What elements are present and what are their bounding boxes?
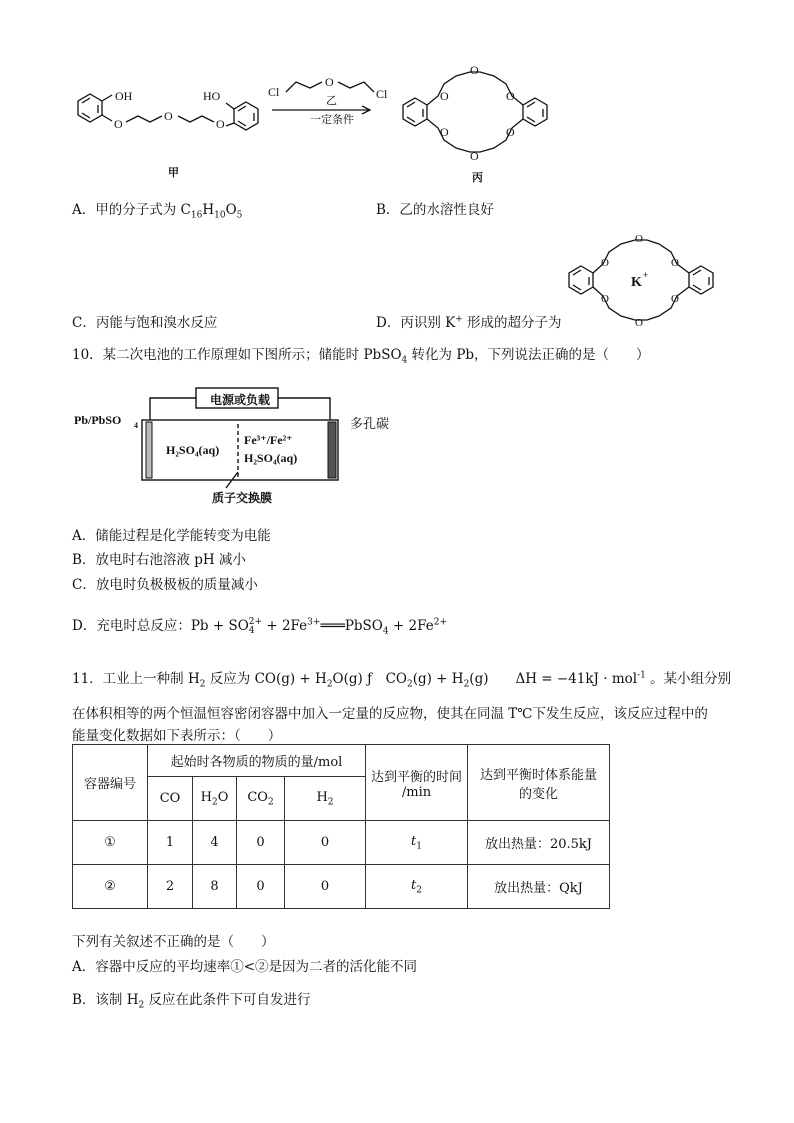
- q9-option-a: A．甲的分子式为 $C_{16}H_{10}O_5$: [72, 202, 243, 221]
- reagent-cl-right: Cl: [376, 87, 388, 101]
- q10-option-a: A．储能过程是化学能转变为电能: [72, 528, 271, 544]
- header-time: 达到平衡的时间 /min: [366, 745, 468, 821]
- ho-label: HO: [203, 89, 221, 103]
- battery-diagram: [72, 380, 412, 510]
- q10-option-c: C．放电时负极极板的质量减小: [72, 577, 258, 593]
- energy-data-table: [72, 744, 610, 909]
- q11-question: 下列有关叙述不正确的是（ ）: [72, 934, 275, 950]
- svg-text:O: O: [114, 117, 123, 131]
- svg-text:+: +: [643, 270, 649, 280]
- table-row: ② 2 8 0 0 $t_2$ 放出热量：QkJ: [73, 865, 610, 909]
- membrane-label: 质子交换膜: [212, 491, 273, 505]
- k-crown-complex: [555, 228, 725, 328]
- svg-text:O: O: [671, 293, 679, 305]
- reagent-cl-left: Cl: [268, 85, 280, 99]
- reaction-condition: 一定条件: [310, 114, 354, 126]
- table-row: ① 1 4 0 0 $t_1$ 放出热量：20.5kJ: [73, 821, 610, 865]
- col-h2o: $H_2O$: [193, 777, 237, 821]
- col-co2: $CO_2$: [237, 777, 285, 821]
- svg-text:4: 4: [134, 421, 138, 430]
- right-electrode: [328, 422, 336, 478]
- svg-text:O: O: [506, 89, 515, 103]
- q9-option-b: B．乙的水溶性良好: [376, 202, 494, 218]
- svg-text:O: O: [325, 75, 334, 89]
- svg-text:O: O: [635, 233, 643, 245]
- label-jia: 甲: [168, 167, 179, 179]
- svg-text:O: O: [506, 125, 515, 139]
- q11-stem-line1: 11．工业上一种制 $H_2$ 反应为 $CO(g) + H_2O(g)$ ƒ $CO_2(g) + H_2(g)$ ΔH = −41kJ · mol$^{-1}$ 。某小组分别: [72, 670, 732, 690]
- svg-text:O: O: [216, 117, 225, 131]
- svg-text:O: O: [601, 293, 609, 305]
- svg-text:O: O: [470, 149, 479, 163]
- right-solution-acid: H₂SO₄(aq): [244, 451, 298, 465]
- svg-text:O: O: [601, 257, 609, 269]
- header-start-amount: 起始时各物质的物质的量/mol: [148, 745, 366, 777]
- svg-text:O: O: [635, 317, 643, 328]
- svg-text:O: O: [671, 257, 679, 269]
- oh-label: OH: [115, 89, 133, 103]
- reaction-scheme: [60, 48, 740, 188]
- svg-text:O: O: [164, 109, 173, 123]
- q9-option-d: D．丙识别 K+ 形成的超分子为: [376, 314, 562, 331]
- q11-stem-line2: 在体积相等的两个恒温恒容密闭容器中加入一定量的反应物，使其在同温 T℃下发生反应，该反应过程中的: [72, 706, 708, 722]
- left-electrode: [146, 422, 152, 478]
- svg-text:O: O: [440, 125, 449, 139]
- reagent-name: 乙: [326, 95, 337, 107]
- left-electrode-label: Pb/PbSO: [74, 413, 122, 427]
- power-load-label: 电源或负载: [210, 393, 271, 407]
- q10-option-d: D．充电时总反应：Pb + SO2+ $4 + 2Fe^{3+}═══PbSO_4 + 2Fe^{2+}$: [72, 617, 447, 637]
- q10-stem: 10．某二次电池的工作原理如下图所示；储能时 PbSO$_4$ 转化为 Pb，下列说法正确的是（ ）: [72, 347, 650, 366]
- right-electrode-label: 多孔碳: [350, 416, 390, 431]
- header-container: 容器编号: [73, 745, 148, 821]
- svg-text:O: O: [470, 63, 479, 77]
- k-ion-label: K: [631, 275, 642, 290]
- header-energy: 达到平衡时体系能量 的变化: [468, 745, 610, 821]
- svg-text:O: O: [440, 89, 449, 103]
- right-solution-ions: Fe³⁺/Fe²⁺: [244, 433, 293, 447]
- col-co: CO: [148, 777, 193, 821]
- label-bing: 丙: [472, 172, 483, 184]
- q9-option-c: C．丙能与饱和溴水反应: [72, 315, 218, 331]
- q11-option-a: A．容器中反应的平均速率①<②是因为二者的活化能不同: [72, 959, 418, 975]
- q10-option-b: B．放电时右池溶液 pH 减小: [72, 552, 246, 568]
- q11-option-b: B．该制 $H_2$ 反应在此条件下可自发进行: [72, 992, 311, 1011]
- left-solution: H₂SO₄(aq): [166, 443, 220, 457]
- q11-stem-line3: 能量变化数据如下表所示：（ ）: [72, 728, 282, 744]
- col-h2: $H_2$: [285, 777, 366, 821]
